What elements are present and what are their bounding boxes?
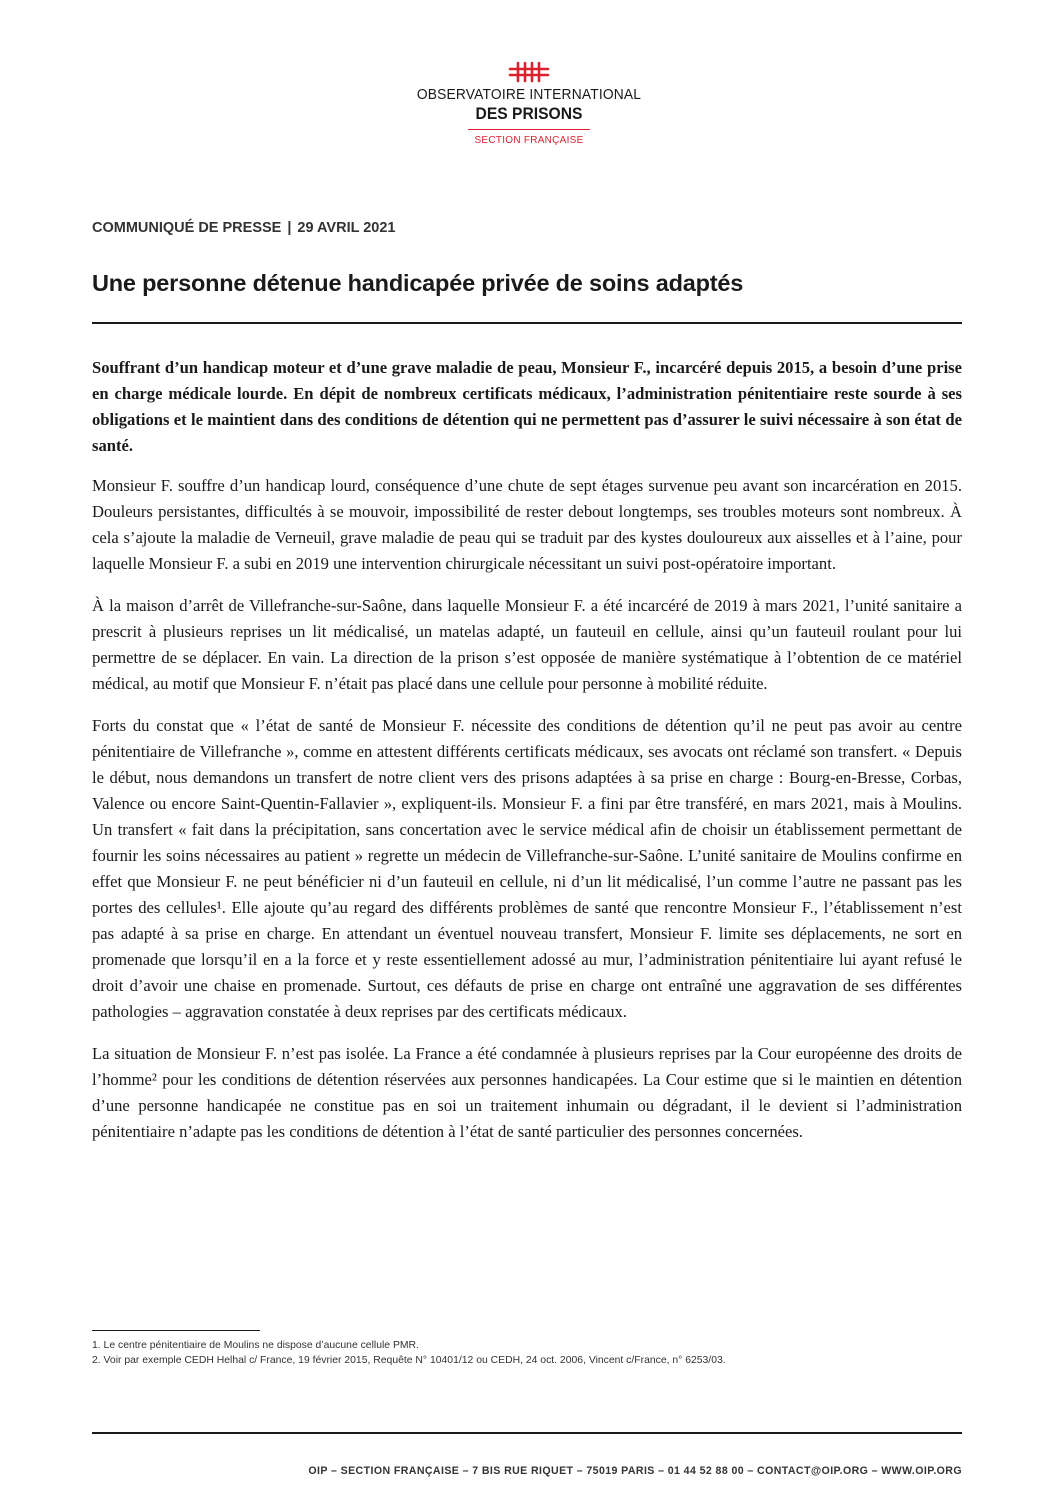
logo-line-observatoire: OBSERVATOIRE INTERNATIONAL	[416, 86, 642, 103]
page-title: Une personne détenue handicapée privée de soins adaptés	[92, 270, 744, 296]
logo-line-section: SECTION FRANÇAISE	[474, 134, 584, 146]
body-paragraph-4: La situation de Monsieur F. n’est pas isolée. La France a été condamnée à plusieurs reprises par la Cour européenne des droits de l’homme² pour les conditions de détention réservées aux personnes handicapées. La Cour estime que si le maintien en détention d’une personne handicapée ne constitue pas en soi un traitement inhumain ou dégradant, il le devient si l’administration pénitentiaire n’adapte pas les conditions de détention à l’état de santé particulier des personnes concernées.	[92, 1044, 962, 1141]
footnote-2: 2. Voir par exemple CEDH Helhal c/ France, 19 février 2015, Requête N° 10401/12 ou CEDH, 24 oct. 2006, Vincent c/France, n° 6253/03.	[92, 1355, 726, 1366]
logo-divider	[468, 129, 590, 130]
article-body	[92, 355, 962, 1161]
oip-bars-logo-icon	[507, 60, 551, 84]
press-release-header	[92, 220, 395, 236]
header-separator: |	[287, 220, 292, 236]
footnote-divider	[92, 1330, 260, 1331]
title-divider	[92, 322, 962, 324]
oip-logo	[0, 60, 1058, 147]
footnotes	[92, 1338, 962, 1368]
body-paragraph-3: Forts du constat que « l’état de santé de Monsieur F. nécessite des conditions de détention qu’il ne peut pas avoir au centre pénitentiaire de Villefranche », comme en attestent différents certificats médicaux, ses avocats ont réclamé son transfert. « Depuis le début, nous demandons un transfert de notre client vers des prisons adaptées à sa prise en charge : Bourg-en-Bresse, Corbas, Valence ou encore Saint-Quentin-Fallavier », expliquent-ils. Monsieur F. a fini par être transféré, en mars 2021, mais à Moulins. Un transfert « fait dans la précipitation, sans concertation avec le service médical afin de choisir un établissement permettant de fournir les soins nécessaires au patient » regrette un médecin de Villefranche-sur-Saône. L’unité sanitaire de Moulins confirme en effet que Monsieur F. ne peut bénéficier ni d’un fauteuil en cellule, ni d’un lit médicalisé, l’un comme l’autre ne passant pas les portes des cellules¹. Elle ajoute qu’au regard des différents problèmes de santé que rencontre Monsieur F., l’établissement n’est pas adapté à sa prise en charge. En attendant un éventuel nouveau transfert, Monsieur F. limite ses déplacements, ne sort en promenade que lorsqu’il en a la force et y reste essentiellement adossé au mur, l’administration pénitentiaire lui ayant refusé le droit d’avoir une chaise en promenade. Surtout, ces défauts de prise en charge ont entraîné une aggravation de ses différentes pathologies – aggravation constatée à deux reprises par des certificats médicaux.	[92, 716, 962, 1021]
page-footer: OIP – SECTION FRANÇAISE – 7 BIS RUE RIQUET – 75019 PARIS – 01 44 52 88 00 – CONTACT@OIP.ORG – WWW.OIP.ORG	[308, 1465, 962, 1477]
press-release-date: 29 AVRIL 2021	[297, 220, 396, 236]
footer-divider	[92, 1432, 962, 1434]
footnote-1: 1. Le centre pénitentiaire de Moulins ne dispose d’aucune cellule PMR.	[92, 1340, 419, 1351]
body-paragraph-1: Monsieur F. souffre d’un handicap lourd, conséquence d’une chute de sept étages survenue peu avant son incarcération en 2015. Douleurs persistantes, difficultés à se mouvoir, impossibilité de rester debout longtemps, ses troubles moteurs sont nombreux. À cela s’ajoute la maladie de Verneuil, grave maladie de peau qui se traduit par des kystes douloureux aux aisselles et à l’aine, pour laquelle Monsieur F. a subi en 2019 une intervention chirurgicale nécessitant un suivi post-opératoire important.	[92, 476, 962, 573]
body-paragraph-2: À la maison d’arrêt de Villefranche-sur-Saône, dans laquelle Monsieur F. a été incarcéré de 2019 à mars 2021, l’unité sanitaire a prescrit à plusieurs reprises un lit médicalisé, un matelas adapté, un fauteuil en cellule, ainsi qu’un fauteuil roulant pour lui permettre de se déplacer. En vain. La direction de la prison s’est opposée de manière systématique à l’obtention de ce matériel médical, au motif que Monsieur F. n’était pas placé dans une cellule pour personne à mobilité réduite.	[92, 596, 962, 693]
logo-line-des-prisons: DES PRISONS	[475, 104, 583, 123]
press-release-type: COMMUNIQUÉ DE PRESSE	[92, 220, 282, 236]
lead-paragraph: Souffrant d’un handicap moteur et d’une grave maladie de peau, Monsieur F., incarcéré depuis 2015, a besoin d’une prise en charge médicale lourde. En dépit de nombreux certificats médicaux, l’administration pénitentiaire reste sourde à ses obligations et le maintient dans des conditions de détention qui ne permettent pas d’assurer le suivi nécessaire à son état de santé.	[92, 358, 962, 455]
